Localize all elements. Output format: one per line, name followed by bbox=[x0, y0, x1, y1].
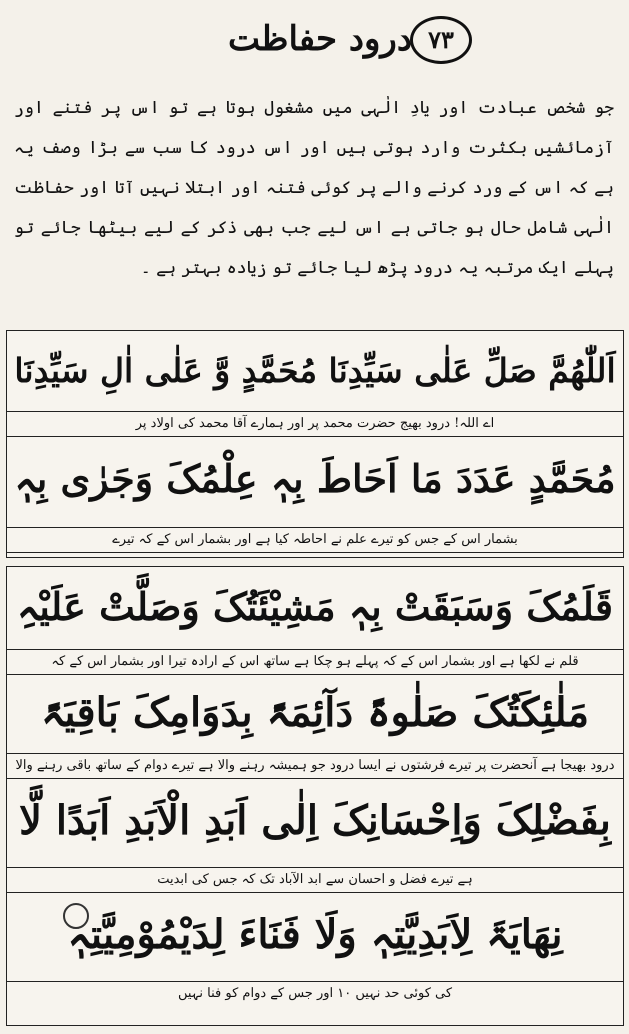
arabic-line-5: بِفَضْلِکَ وَاِحْسَانِکَ اِلٰی اَبَدِ الْاَبَدِ اَبَدًا لَّا bbox=[19, 797, 611, 844]
intro-paragraph: جو شخص عبادت اور یادِ الٰہی میں مشغول ہوتا ہے تو اس پر فتنے اور آزمائشیں بکثرت وارد ہوتی ہیں اور اس درود کا سب سے بڑا وصف یہ ہے کہ اس کے ورد کرنے والے پر کوئی فتنہ اور ابتلا نہیں آتا اور حفاظت الٰہی شامل حال ہو جاتی ہے اس لیے جب بھی ذکر کے لیے بیٹھا جائے تو پہلے ایک مرتبہ یہ درود پڑھ لیا جائے تو زیادہ بہتر ہے ۔ bbox=[14, 98, 614, 278]
translation-line-2: بشمار اس کے جس کو تیرے علم نے احاطہ کیا ہے اور بشمار اس کے کہ تیرے bbox=[7, 527, 623, 553]
translation-line-5: ہے تیرے فضل و احسان سے ابد الآباد تک کہ جس کی ابدیت bbox=[7, 867, 623, 893]
arabic-line-6: نِھَایَۃَ لِاَبَدِیَّتِہٖ وَلَا فَنَاءَ لِدَیْمُوْمِیَّتِہٖ bbox=[67, 911, 563, 958]
durood-panel-1 bbox=[6, 330, 624, 558]
page-header bbox=[0, 6, 629, 76]
translation-line-3: قلم نے لکھا ہے اور بشمار اس کے کہ پہلے ہو چکا ہے ساتھ اس کے ارادہ تیرا اور بشمار اس کے کہ bbox=[7, 649, 623, 675]
arabic-line-3: قَلَمُکَ وَسَبَقَتْ بِہٖ مَشِیْئَتُکَ وَصَلَّتْ عَلَیْہِ bbox=[16, 584, 614, 629]
arabic-line-1: اَللّٰھُمَّ صَلِّ عَلٰی سَیِّدِنَا مُحَمَّدٍ وَّ عَلٰی اٰلِ سَیِّدِنَا bbox=[14, 351, 616, 390]
durood-panel-2 bbox=[6, 566, 624, 1026]
translation-line-6: کی کوئی حد نہیں ۱۰ اور جس کے دوام کو فنا نہیں bbox=[7, 981, 623, 1006]
section-number-badge: ۷۳ bbox=[410, 16, 472, 64]
page-title: درود حفاظت bbox=[228, 19, 412, 59]
translation-line-4: درود بھیجا ہے آنحضرت پر تیرے فرشتوں نے ایسا درود جو ہمیشہ رہنے والا ہے تیرے دوام کے ساتھ باقی رہنے والا bbox=[7, 753, 623, 779]
arabic-line-2: مُحَمَّدٍ عَدَدَ مَا اَحَاطَ بِہٖ عِلْمُکَ وَجَرٰی بِہٖ bbox=[14, 456, 616, 501]
translation-line-1: اے اللہ! درود بھیج حضرت محمد پر اور ہمارے آقا محمد کی اولاد پر bbox=[7, 411, 623, 437]
arabic-line-4: مَلٰئِکَتُکَ صَلٰوۃً دَآئِمَۃً بِدَوَامِکَ بَاقِیَۃً bbox=[40, 689, 590, 736]
